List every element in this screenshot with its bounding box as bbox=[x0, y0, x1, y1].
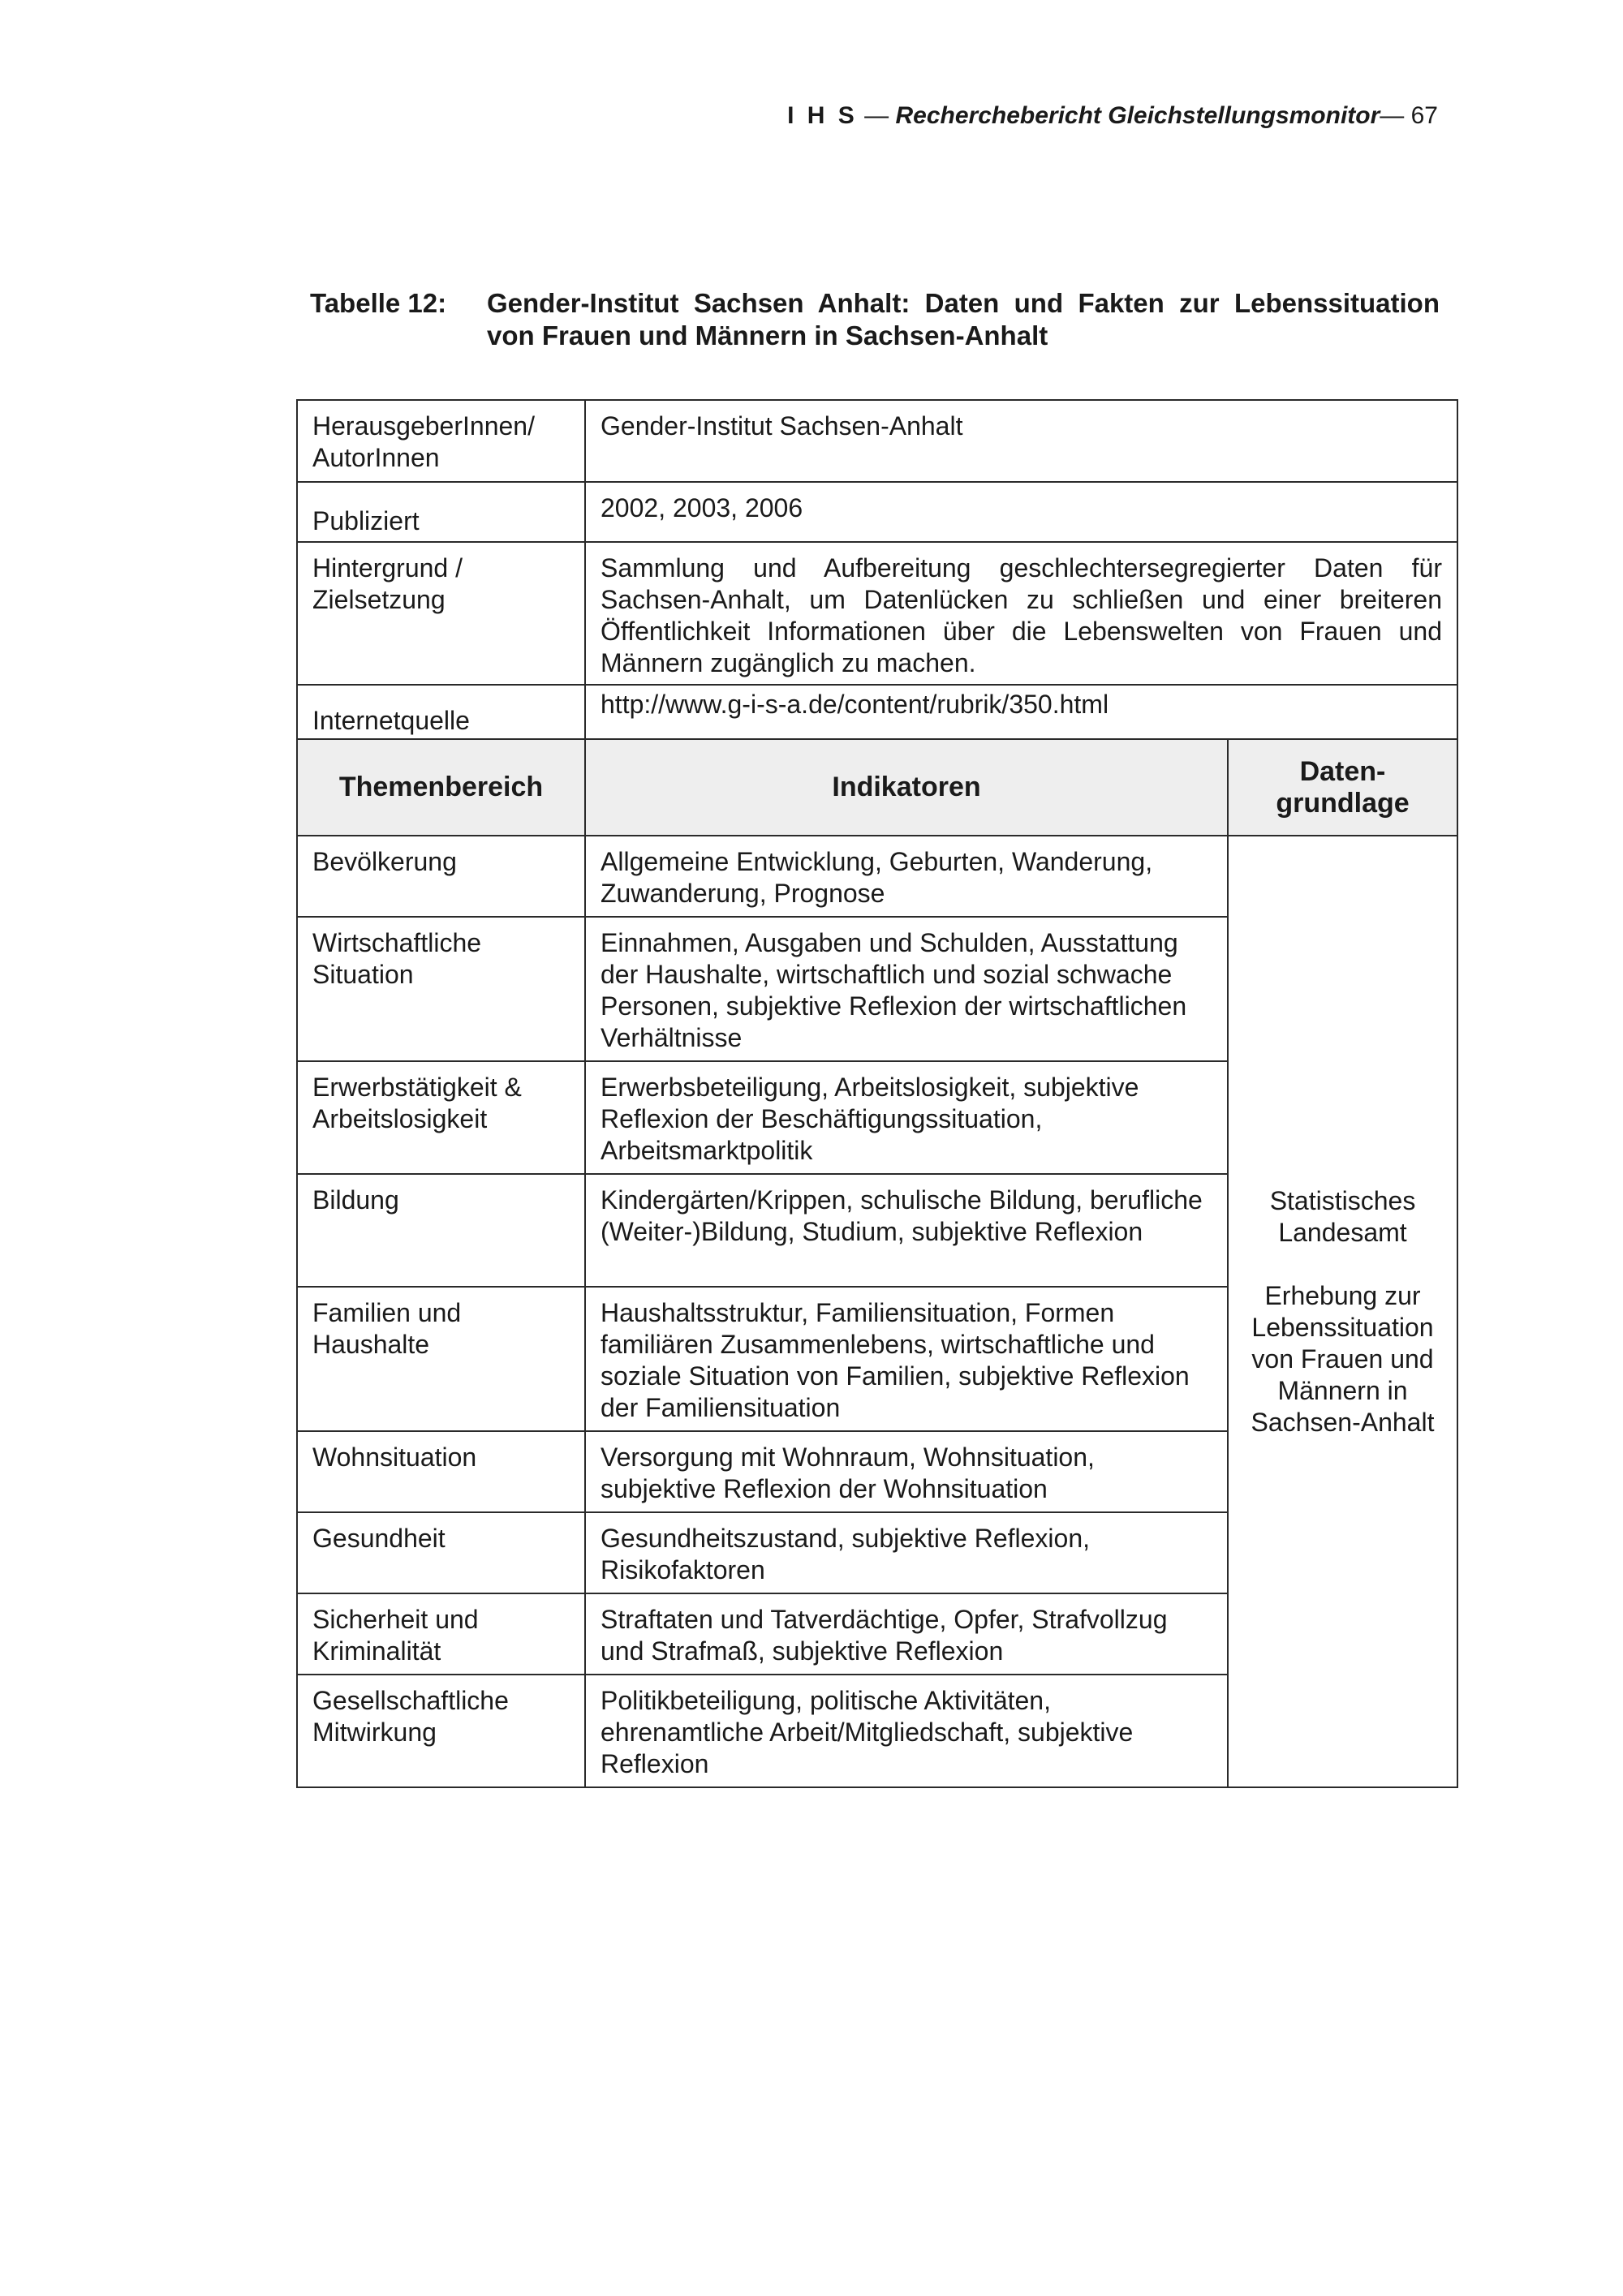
column-header-row bbox=[297, 739, 1457, 836]
row-indicators: Haushaltsstruktur, Familiensituation, Formen familiären Zusammenlebens, wirtschaftliche und soziale Situation von Familien, subjektive Reflexion der Familiensituation bbox=[585, 1287, 1228, 1431]
row-indicators: Erwerbsbeteiligung, Arbeitslosigkeit, subjektive Reflexion der Beschäftigungssituation, Arbeitsmarktpolitik bbox=[585, 1061, 1228, 1174]
header-separator: — bbox=[864, 102, 889, 129]
table-row bbox=[297, 836, 1457, 917]
publisher-label: HerausgeberInnen/ AutorInnen bbox=[297, 400, 585, 482]
header-page-separator: — bbox=[1380, 102, 1405, 129]
row-topic: Gesellschaftliche Mitwirkung bbox=[297, 1675, 585, 1787]
published-value: 2002, 2003, 2006 bbox=[585, 482, 1457, 542]
header-doc-title: Recherchebericht Gleichstellungsmonitor bbox=[895, 102, 1380, 129]
row-indicators: Straftaten und Tatverdächtige, Opfer, Strafvollzug und Strafmaß, subjektive Reflexion bbox=[585, 1593, 1228, 1675]
source-value bbox=[585, 685, 1457, 739]
published-label-text: Publiziert bbox=[312, 506, 420, 535]
row-topic: Wohnsituation bbox=[297, 1431, 585, 1512]
background-value: Sammlung und Aufbereitung geschlechtersegregierter Daten für Sachsen-Anhalt, um Datenlücken zu schließen und einer breiteren Öffentlichkeit Informationen über die Lebenswelten von Frauen und Männern zugänglich zu machen. bbox=[585, 542, 1457, 685]
row-topic: Bildung bbox=[297, 1174, 585, 1287]
row-indicators: Politikbeteiligung, politische Aktivitäten, ehrenamtliche Arbeit/Mitgliedschaft, subjektive Reflexion bbox=[585, 1675, 1228, 1787]
data-source-secondary: Erhebung zur Lebenssituation von Frauen und Männern in Sachsen-Anhalt bbox=[1251, 1280, 1435, 1437]
row-topic: Gesundheit bbox=[297, 1512, 585, 1593]
info-row-background bbox=[297, 542, 1457, 685]
row-indicators: Versorgung mit Wohnraum, Wohnsituation, subjektive Reflexion der Wohnsituation bbox=[585, 1431, 1228, 1512]
row-indicators: Kindergärten/Krippen, schulische Bildung, berufliche (Weiter-)Bildung, Studium, subjektive Reflexion bbox=[585, 1174, 1228, 1287]
column-header-indicators: Indikatoren bbox=[585, 739, 1228, 836]
row-topic: Bevölkerung bbox=[297, 836, 585, 917]
header-org: I H S bbox=[787, 102, 858, 129]
page-number: 67 bbox=[1410, 102, 1438, 129]
data-table bbox=[296, 399, 1458, 1788]
row-indicators: Gesundheitszustand, subjektive Reflexion, Risikofaktoren bbox=[585, 1512, 1228, 1593]
info-row-published bbox=[297, 482, 1457, 542]
row-indicators: Allgemeine Entwicklung, Geburten, Wanderung, Zuwanderung, Prognose bbox=[585, 836, 1228, 917]
published-label bbox=[297, 482, 585, 542]
info-row-source bbox=[297, 685, 1457, 739]
row-topic: Sicherheit und Kriminalität bbox=[297, 1593, 585, 1675]
background-label: Hintergrund / Zielsetzung bbox=[297, 542, 585, 685]
row-topic: Familien und Haushalte bbox=[297, 1287, 585, 1431]
data-source-cell bbox=[1228, 836, 1457, 1787]
table-caption bbox=[310, 287, 1440, 352]
table-caption-title: Gender-Institut Sachsen Anhalt: Daten und Fakten zur Lebenssituation von Frauen und Männern in Sachsen-Anhalt bbox=[487, 288, 1440, 350]
running-header bbox=[787, 102, 1438, 130]
data-source-primary: Statistisches Landesamt bbox=[1269, 1185, 1416, 1247]
table-caption-label: Tabelle 12: bbox=[310, 288, 447, 318]
source-url: http://www.g-i-s-a.de/content/rubrik/350.html bbox=[601, 690, 1109, 719]
publisher-value: Gender-Institut Sachsen-Anhalt bbox=[585, 400, 1457, 482]
info-row-publisher bbox=[297, 400, 1457, 482]
row-topic: Wirtschaftliche Situation bbox=[297, 917, 585, 1061]
column-header-topic: Themenbereich bbox=[297, 739, 585, 836]
row-indicators: Einnahmen, Ausgaben und Schulden, Ausstattung der Haushalte, wirtschaftlich und sozial schwache Personen, subjektive Reflexion der wirtschaftlichen Verhältnisse bbox=[585, 917, 1228, 1061]
row-topic: Erwerbstätigkeit & Arbeitslosigkeit bbox=[297, 1061, 585, 1174]
source-label-text: Internetquelle bbox=[312, 706, 470, 735]
column-header-data-basis: Daten-grundlage bbox=[1228, 739, 1457, 836]
source-label bbox=[297, 685, 585, 739]
